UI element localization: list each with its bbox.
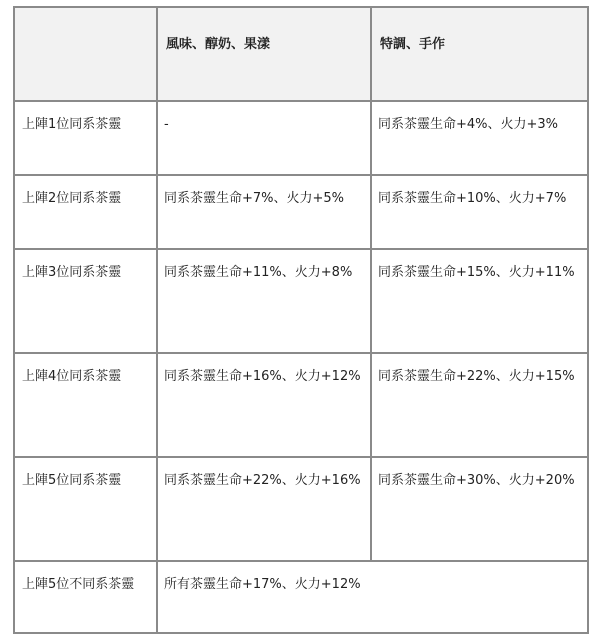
row-value-flavor: 同系茶靈生命+16%、火力+12% [157, 353, 371, 457]
table-header-row [14, 7, 588, 101]
table-row [14, 457, 588, 561]
row-value-special: 同系茶靈生命+22%、火力+15% [371, 353, 588, 457]
row-value-flavor: 同系茶靈生命+22%、火力+16% [157, 457, 371, 561]
table-row [14, 249, 588, 353]
header-cell-flavor-milk-fruit: 風味、醇奶、果漾 [157, 7, 371, 101]
row-value-special: 同系茶靈生命+4%、火力+3% [371, 101, 588, 175]
row-value-all: 所有茶靈生命+17%、火力+12% [157, 561, 588, 633]
row-label: 上陣1位同系茶靈 [14, 101, 157, 175]
row-value-flavor: - [157, 101, 371, 175]
row-value-flavor: 同系茶靈生命+7%、火力+5% [157, 175, 371, 249]
row-value-special: 同系茶靈生命+15%、火力+11% [371, 249, 588, 353]
bonus-table [13, 6, 589, 634]
table-row [14, 101, 588, 175]
row-label: 上陣5位不同系茶靈 [14, 561, 157, 633]
table-row [14, 175, 588, 249]
row-value-flavor: 同系茶靈生命+11%、火力+8% [157, 249, 371, 353]
header-cell-empty [14, 7, 157, 101]
row-label: 上陣3位同系茶靈 [14, 249, 157, 353]
row-value-special: 同系茶靈生命+30%、火力+20% [371, 457, 588, 561]
table-row [14, 561, 588, 633]
row-label: 上陣4位同系茶靈 [14, 353, 157, 457]
header-cell-special-handmade: 特調、手作 [371, 7, 588, 101]
row-label: 上陣5位同系茶靈 [14, 457, 157, 561]
table-row [14, 353, 588, 457]
row-label: 上陣2位同系茶靈 [14, 175, 157, 249]
row-value-special: 同系茶靈生命+10%、火力+7% [371, 175, 588, 249]
